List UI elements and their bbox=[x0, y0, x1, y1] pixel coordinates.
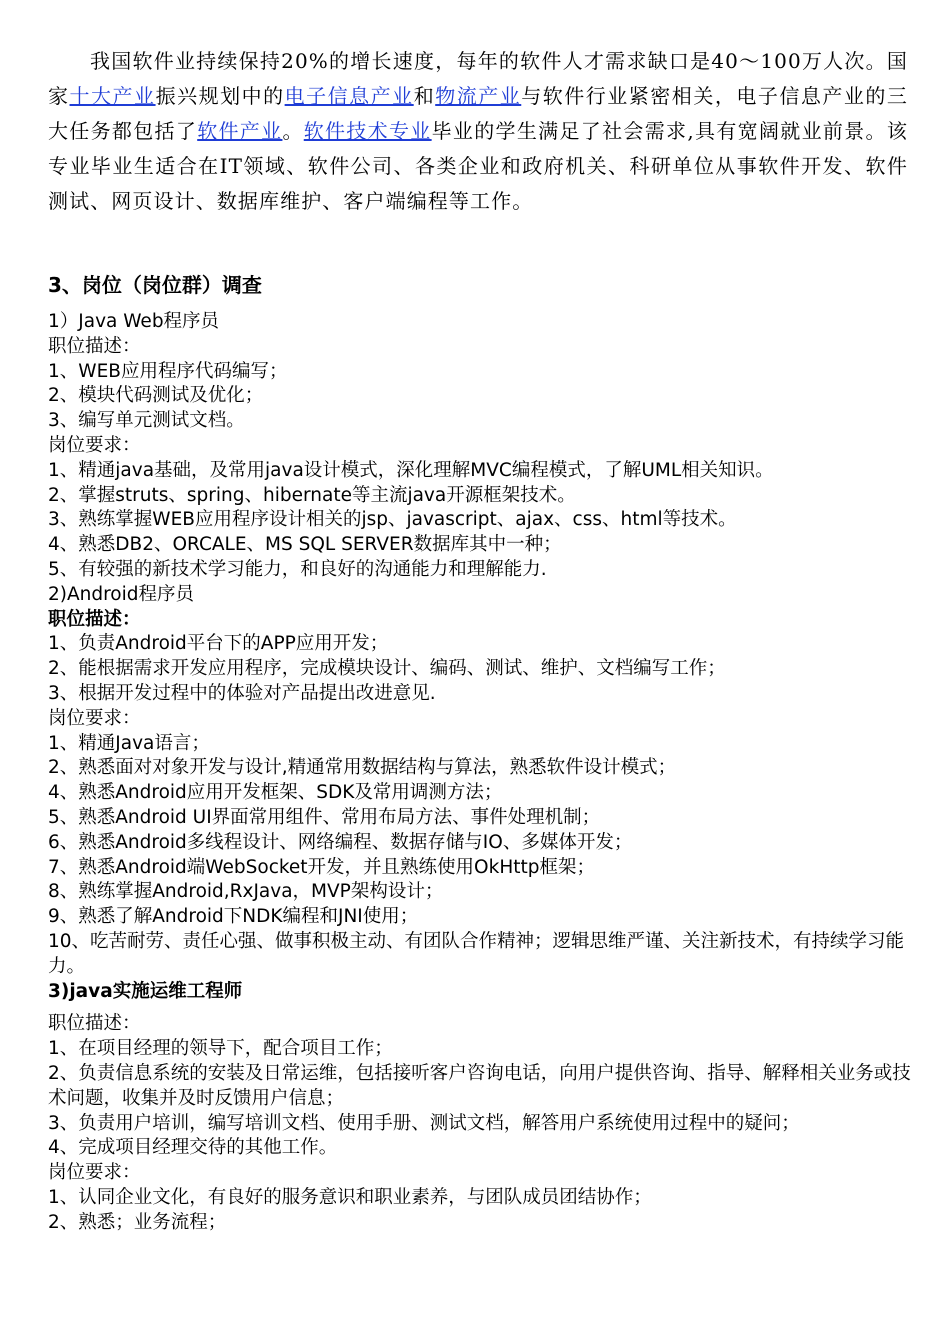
document-line: 职位描述： bbox=[48, 608, 141, 630]
document-line: 3、根据开发过程中的体验对产品提出改进意见. bbox=[48, 682, 436, 704]
document-line: 3、负责用户培训，编写培训文档、使用手册、测试文档，解答用户系统使用过程中的疑问； bbox=[48, 1112, 800, 1134]
document-line: 2)Android程序员 bbox=[48, 583, 195, 605]
document-line: 7、熟悉Android端WebSocket开发，并且熟练使用OkHttp框架； bbox=[48, 856, 595, 878]
document-line: 2、掌握struts、spring、hibernate等主流java开源框架技术。 bbox=[48, 484, 576, 506]
document-line: 1）Java Web程序员 bbox=[48, 311, 220, 332]
section-title: 3、岗位（岗位群）调查 bbox=[48, 273, 262, 297]
document-line: 3、编写单元测试文档。 bbox=[48, 410, 245, 432]
document-line: 1、精通java基础，及常用java设计模式，深化理解MVC编程模式，了解UML相关知识。 bbox=[48, 459, 774, 481]
document-line: 10、吃苦耐劳、责任心强、做事积极主动、有团队合作精神；逻辑思维严谨、关注新技术，有持续学习能力。 bbox=[48, 930, 905, 977]
document-line: 8、熟练掌握Android,RxJava，MVP架构设计； bbox=[48, 881, 444, 903]
document-line: 岗位要求： bbox=[48, 707, 141, 729]
document-line: 1、精通Java语言； bbox=[48, 732, 210, 754]
document-line: 1、负责Android平台下的APP应用开发； bbox=[48, 633, 389, 655]
document-line: 2、熟悉面对对象开发与设计,精通常用数据结构与算法，熟悉软件设计模式； bbox=[48, 757, 677, 779]
intro-seg-6: 毕业的学生满足了社会需求,具有宽阔就业前景。该专业毕业生适合在IT领域、软件公司、各类企业和政府机关、科研单位从事软件开发、软件测试、网页设计、数据库维护、客户端编程等工作。 bbox=[48, 119, 908, 213]
link-electronic-info-industry[interactable]: 电子信息产业 bbox=[284, 84, 414, 108]
document-line: 职位描述： bbox=[48, 335, 141, 357]
job-survey-list bbox=[48, 310, 918, 1235]
link-logistics-industry[interactable]: 物流产业 bbox=[435, 84, 522, 108]
document-line: 2、熟悉；业务流程； bbox=[48, 1211, 227, 1233]
intro-seg-3: 和 bbox=[413, 84, 436, 108]
document-line: 3、熟练掌握WEB应用程序设计相关的jsp、javascript、ajax、css、html等技术。 bbox=[48, 509, 737, 531]
document-line: 9、熟悉了解Android下NDK编程和JNI使用； bbox=[48, 906, 419, 928]
intro-seg-5: 。 bbox=[282, 119, 304, 143]
document-line: 2、负责信息系统的安装及日常运维，包括接听客户咨询电话，向用户提供咨询、指导、解释相关业务或技术问题，收集并及时反馈用户信息； bbox=[48, 1062, 911, 1109]
document-line: 岗位要求： bbox=[48, 434, 141, 456]
link-ten-industries[interactable]: 十大产业 bbox=[69, 84, 156, 108]
link-software-industry[interactable]: 软件产业 bbox=[197, 119, 283, 143]
link-software-tech-major[interactable]: 软件技术专业 bbox=[303, 119, 432, 143]
document-line: 2、能根据需求开发应用程序，完成模块设计、编码、测试、维护、文档编写工作； bbox=[48, 658, 726, 680]
document-line: 4、熟悉Android应用开发框架、SDK及常用调测方法； bbox=[48, 782, 503, 804]
intro-seg-1: 我国软件业持续保持20%的增长速度，每年的软件人才需求缺口是40～100万人次。国家 bbox=[48, 49, 908, 108]
document-line: 5、有较强的新技术学习能力，和良好的沟通能力和理解能力. bbox=[48, 558, 547, 580]
document-line: 1、WEB应用程序代码编写； bbox=[48, 360, 288, 382]
document-line: 职位描述： bbox=[48, 1013, 141, 1035]
intro-text bbox=[48, 44, 908, 219]
document-line: 岗位要求： bbox=[48, 1162, 141, 1184]
intro-paragraph bbox=[48, 44, 908, 219]
document-line: 4、熟悉DB2、ORCALE、MS SQL SERVER数据库其中一种； bbox=[48, 534, 562, 556]
document-line: 3)java实施运维工程师 bbox=[48, 980, 243, 1002]
document-line: 6、熟悉Android多线程设计、网络编程、数据存储与IO、多媒体开发； bbox=[48, 831, 633, 853]
document-line: 1、在项目经理的领导下，配合项目工作； bbox=[48, 1038, 393, 1060]
intro-seg-2: 振兴规划中的 bbox=[155, 84, 285, 108]
intro-seg-4: 与软件行业紧密相关，电子信息产业的三大任务都包括了 bbox=[48, 84, 908, 143]
document-line: 4、完成项目经理交待的其他工作。 bbox=[48, 1137, 338, 1159]
document-line: 1、认同企业文化，有良好的服务意识和职业素养，与团队成员团结协作； bbox=[48, 1186, 652, 1208]
document-line: 5、熟悉Android UI界面常用组件、常用布局方法、事件处理机制； bbox=[48, 806, 601, 828]
document-line: 2、模块代码测试及优化； bbox=[48, 385, 264, 407]
